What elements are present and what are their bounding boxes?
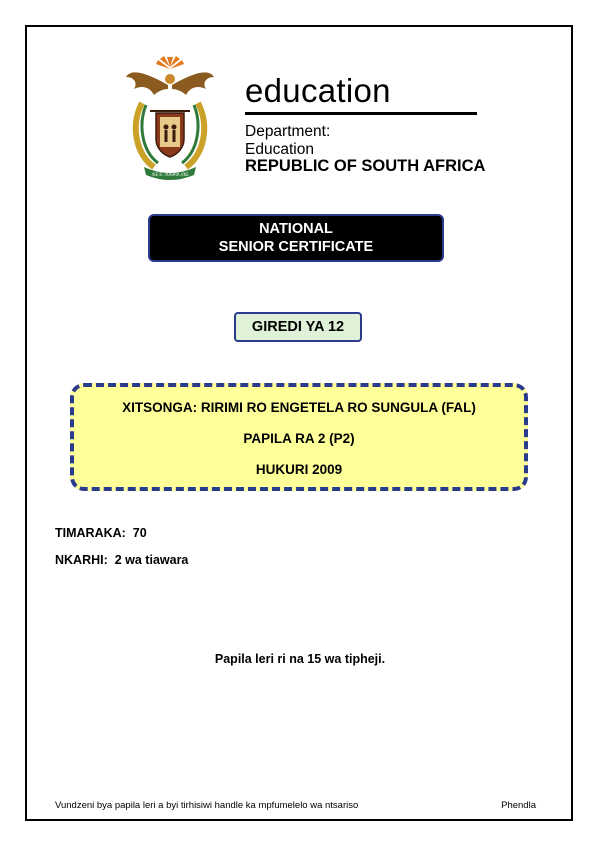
- subject-panel: [70, 383, 528, 491]
- time-label: NKARHI:: [55, 553, 108, 567]
- right-wing-icon: [172, 72, 214, 95]
- certificate-line2: SENIOR CERTIFICATE: [218, 239, 374, 255]
- sun-rays-icon: [156, 56, 184, 69]
- copyright-notice: Vundzeni bya papila leri a byi tirhisiwi handle ka mpfumelelo wa ntsariso: [55, 800, 359, 811]
- turn-over-label: Phendla: [501, 800, 536, 811]
- time-row: [55, 553, 188, 567]
- department-name: Education: [245, 141, 314, 158]
- svg-text:!KE E: /XARRA //KE: !KE E: /XARRA //KE: [151, 172, 189, 177]
- country-name: REPUBLIC OF SOUTH AFRICA: [245, 157, 486, 175]
- marks-row: [55, 526, 147, 540]
- marks-value: 70: [132, 526, 147, 540]
- coat-of-arms-logo: [120, 55, 220, 185]
- department-label: Department:: [245, 123, 331, 140]
- grade-badge: GIREDI YA 12: [234, 312, 362, 342]
- certificate-banner: [148, 214, 444, 262]
- exam-date: HUKURI 2009: [255, 462, 343, 477]
- header-divider: [245, 112, 477, 115]
- subject-title: XITSONGA: RIRIMI RO ENGETELA RO SUNGULA (FAL): [122, 400, 476, 415]
- left-wing-icon: [126, 72, 168, 95]
- education-wordmark: education: [245, 72, 391, 109]
- page-count-note: Papila leri ri na 15 wa tipheji.: [214, 652, 386, 666]
- paper-number: PAPILA RA 2 (P2): [243, 431, 355, 446]
- time-value: 2 wa tiawara: [114, 553, 189, 567]
- marks-label: TIMARAKA:: [55, 526, 126, 540]
- certificate-line1: NATIONAL: [259, 221, 333, 237]
